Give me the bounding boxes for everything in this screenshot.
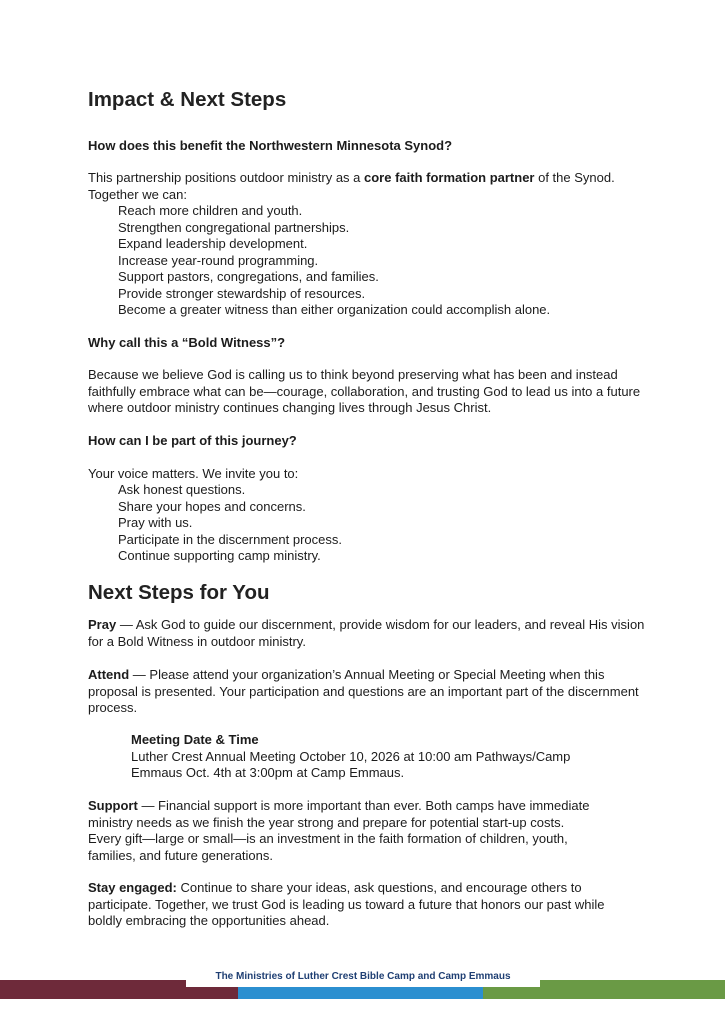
- bold-witness-answer: Because we believe God is calling us to think beyond preserving what has been and instead faithfully embrace what can be—courage, collaboration, and trusting God to lead us into a future where outdoor ministry continues changing lives through Jesus Christ.: [88, 367, 641, 415]
- question-join: How can I be part of this journey?: [88, 433, 297, 448]
- attend-paragraph: [88, 667, 648, 717]
- meeting-title: Meeting Date & Time: [131, 732, 259, 747]
- engaged-paragraph: [88, 880, 618, 930]
- list-item: Reach more children and youth.: [118, 203, 303, 218]
- meeting-text: Luther Crest Annual Meeting October 10, 2026 at 10:00 am Pathways/Camp Emmaus Oct. 4th at 3:00pm at Camp Emmaus.: [131, 748, 571, 780]
- question-benefit: How does this benefit the Northwestern Minnesota Synod?: [88, 138, 453, 153]
- impact-heading: Impact & Next Steps: [88, 88, 287, 111]
- list-item: Strengthen congregational partnerships.: [118, 219, 350, 235]
- pray-label: Pray: [88, 617, 117, 632]
- benefit-intro-text: This partnership positions outdoor ministry as a: [88, 170, 365, 185]
- list-item: Participate in the discernment process.: [118, 531, 342, 547]
- attend-text: — Please attend your organization’s Annual Meeting or Special Meeting when this proposal is presented. Your participation and questions are an important part of the discernment process.: [88, 667, 639, 715]
- join-list: [88, 482, 342, 565]
- attend-label: Attend: [88, 667, 130, 682]
- list-item: Share your hopes and concerns.: [118, 498, 306, 514]
- engaged-label: Stay engaged:: [88, 880, 177, 895]
- benefit-intro: [88, 170, 648, 203]
- footer-label: The Ministries of Luther Crest Bible Camp and Camp Emmaus: [186, 966, 540, 987]
- pray-text: — Ask God to guide our discernment, provide wisdom for our leaders, and reveal His vision for a Bold Witness in outdoor ministry.: [88, 617, 645, 649]
- benefit-list: [88, 203, 550, 319]
- support-text: — Financial support is more important than ever. Both camps have immediate ministry needs as we finish the year strong and prepare for potential start-up costs. Every gift—large or small—is an investment in the faith formation of children, youth, families, and future generations.: [88, 798, 590, 863]
- pray-paragraph: [88, 617, 648, 650]
- list-item: Become a greater witness than either organization could accomplish alone.: [118, 302, 551, 317]
- benefit-intro-text-end: of the Synod. Together we can:: [88, 170, 615, 202]
- list-item: Increase year-round programming.: [118, 252, 319, 268]
- list-item: Provide stronger stewardship of resources.: [118, 285, 366, 301]
- support-paragraph: [88, 798, 593, 864]
- engaged-text: Continue to share your ideas, ask questions, and encourage others to participate. Together, we trust God is leading us toward a future that honors our past while boldly embracing the opportunities ahead.: [88, 880, 605, 928]
- list-item: Support pastors, congregations, and families.: [118, 269, 379, 284]
- benefit-intro-bold: core faith formation partner: [364, 170, 535, 185]
- list-item: Pray with us.: [118, 515, 193, 530]
- list-item: Continue supporting camp ministry.: [118, 548, 321, 563]
- join-intro: Your voice matters. We invite you to:: [88, 466, 299, 481]
- next-steps-heading: Next Steps for You: [88, 581, 270, 604]
- support-label: Support: [88, 798, 138, 813]
- meeting-block: [131, 732, 601, 782]
- list-item: Ask honest questions.: [118, 482, 246, 497]
- question-bold-witness: Why call this a “Bold Witness”?: [88, 335, 286, 350]
- list-item: Expand leadership development.: [118, 236, 308, 251]
